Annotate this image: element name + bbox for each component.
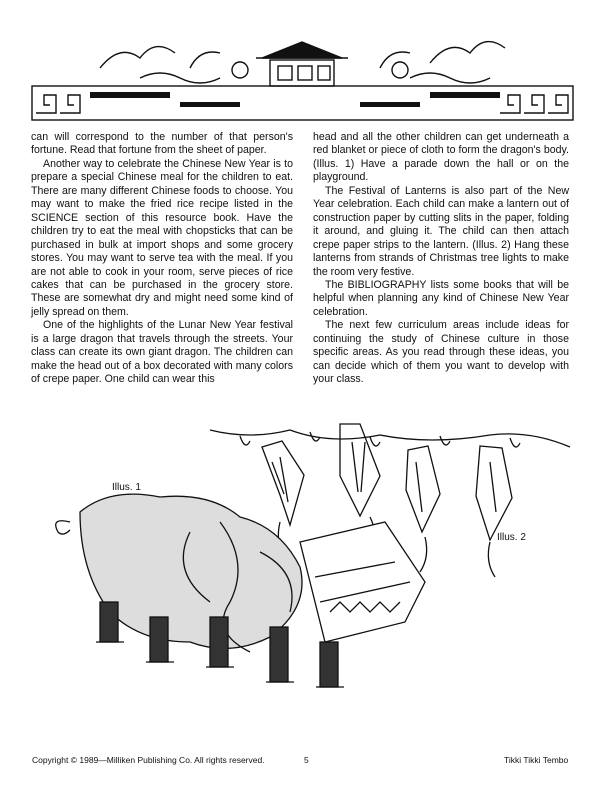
paragraph: One of the highlights of the Lunar New Year festival is a large dragon that travels through the streets. Your class can create its own giant dragon. The children can make the head out of a box decorated with many colors of crepe paper. One child can wear this [31,319,293,386]
chinese-banner-illustration [30,28,575,123]
paragraph: The next few curriculum areas include ideas for continuing the study of Chinese culture in those specific areas. As you read through these ideas, you can decide which of them you want to develop with your class. [313,319,569,386]
paragraph: can will correspond to the number of that person's fortune. Read that fortune from the sheet of paper. [31,131,293,157]
illus1-caption: Illus. 1 [112,482,141,493]
illus2-caption: Illus. 2 [497,532,526,543]
dragon-and-lanterns-illustration [40,402,580,732]
paragraph: Another way to celebrate the Chinese New Year is to prepare a special Chinese meal for the children to eat. There are many different Chinese foods to choose. You may want to make the fried rice recipe listed in the SCIENCE section of this resource book. Have the children try to eat the meal with chopsticks that can be purchased in bulk at import shops and some grocery stores. You may want to serve tea with the meal. If you are not able to cook in your room, serve pieces of rice cakes that can be purchased in the grocery store. These are somewhat dry and might need some kind of jelly spread on them. [31,157,293,318]
footer-page-number: 5 [304,755,309,765]
paragraph: head and all the other children can get underneath a red blanket or piece of cloth to form the dragon's body. (Illus. 1) Have a parade down the hall or on the playground. [313,131,569,184]
paragraph: The Festival of Lanterns is also part of the New Year celebration. Each child can make a lantern out of construction paper by cutting slits in the paper, folding it around, and gluing it. The child can then attach crepe paper strips to the lantern. (Illus. 2) Hang these lanterns from strands of Christmas tree lights to make the room very festive. [313,184,569,278]
paragraph: The BIBLIOGRAPHY lists some books that will be helpful when planning any kind of Chinese New Year celebration. [313,278,569,318]
left-text-column [31,131,293,387]
right-text-column [313,131,569,387]
footer-copyright: Copyright © 1989—Milliken Publishing Co. All rights reserved. [32,755,265,765]
footer-book-title: Tikki Tikki Tembo [504,755,569,765]
